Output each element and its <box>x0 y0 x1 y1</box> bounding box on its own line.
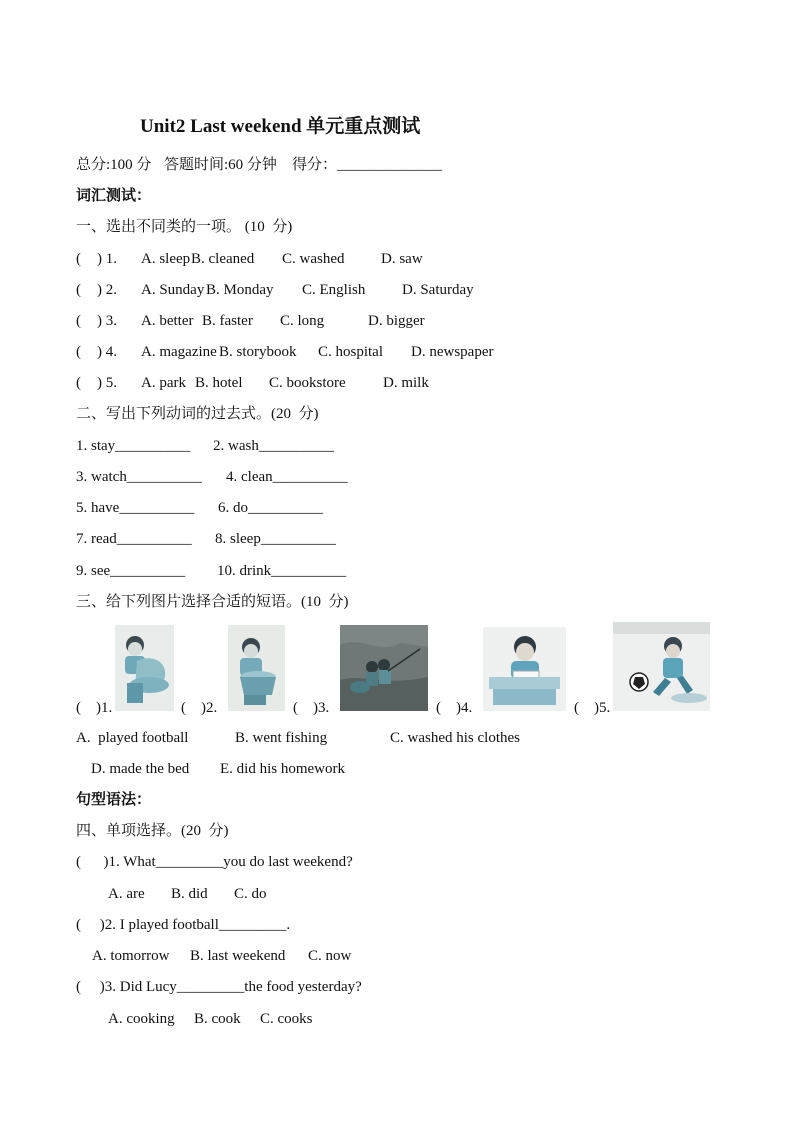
picture-label-1[interactable]: ( )1. <box>76 700 113 716</box>
phrase-option-c: C. washed his clothes <box>390 730 520 746</box>
question-stem[interactable]: ( )1. What_________you do last weekend? <box>76 854 353 870</box>
option-a: A. sleep <box>141 251 191 267</box>
page-title: Unit2 Last weekend 单元重点测试 <box>140 116 421 137</box>
choice-b: B. did <box>171 886 208 902</box>
choice-a: A. tomorrow <box>92 948 170 964</box>
option-a: A. Sunday <box>141 282 205 298</box>
answer-paren[interactable]: ( <box>76 375 81 391</box>
option-d: D. milk <box>383 375 429 391</box>
verb-blank[interactable]: 5. have__________ <box>76 500 195 516</box>
choice-a: A. are <box>108 886 145 902</box>
answer-paren[interactable]: ( <box>76 251 81 267</box>
picture-1-washing-clothes <box>115 625 174 711</box>
option-a: A. better <box>141 313 194 329</box>
option-d: D. bigger <box>368 313 425 329</box>
verb-blank[interactable]: 1. stay__________ <box>76 438 191 454</box>
phrase-option-e: E. did his homework <box>220 761 345 777</box>
verb-blank[interactable]: 8. sleep__________ <box>215 531 336 547</box>
answer-paren[interactable]: ( <box>76 313 81 329</box>
choice-b: B. cook <box>194 1011 241 1027</box>
phrase-option-d: D. made the bed <box>91 761 190 777</box>
total-score: 总分:100 分 <box>76 157 152 173</box>
option-a: A. park <box>141 375 186 391</box>
question-stem[interactable]: ( )2. I played football_________. <box>76 917 291 933</box>
option-b: B. storybook <box>219 344 297 360</box>
time-limit: 答题时间:60 分钟 <box>164 157 277 173</box>
item-number: ) 2. <box>97 282 117 298</box>
verb-blank[interactable]: 2. wash__________ <box>213 438 334 454</box>
option-c: C. hospital <box>318 344 384 360</box>
section-grammar-title: 句型语法： <box>76 792 152 808</box>
part2-heading: 二、写出下列动词的过去式。(20 分) <box>76 406 319 422</box>
picture-label-2[interactable]: ( )2. <box>181 700 218 716</box>
option-a: A. magazine <box>141 344 217 360</box>
choice-c: C. cooks <box>260 1011 313 1027</box>
option-c: C. washed <box>282 251 345 267</box>
choice-c: C. do <box>234 886 267 902</box>
verb-blank[interactable]: 9. see__________ <box>76 563 186 579</box>
option-d: D. saw <box>381 251 423 267</box>
option-b: B. hotel <box>195 375 243 391</box>
option-b: B. cleaned <box>191 251 255 267</box>
choice-b: B. last weekend <box>190 948 286 964</box>
item-number: ) 1. <box>97 251 117 267</box>
picture-label-4[interactable]: ( )4. <box>436 700 473 716</box>
option-d: D. Saturday <box>402 282 474 298</box>
option-b: B. Monday <box>206 282 274 298</box>
choice-c: C. now <box>308 948 352 964</box>
verb-blank[interactable]: 6. do__________ <box>218 500 323 516</box>
item-number: ) 4. <box>97 344 117 360</box>
picture-5-football <box>613 622 710 711</box>
phrase-option-a: A. played football <box>76 730 189 746</box>
part1-heading: 一、选出不同类的一项。 (10 分) <box>76 219 293 235</box>
option-c: C. English <box>302 282 366 298</box>
option-b: B. faster <box>202 313 253 329</box>
score-field[interactable]: 得分：______________ <box>292 157 443 173</box>
picture-label-5[interactable]: ( )5. <box>574 700 611 716</box>
verb-blank[interactable]: 3. watch__________ <box>76 469 202 485</box>
part4-heading: 四、单项选择。(20 分) <box>76 823 229 839</box>
section-vocab-title: 词汇测试： <box>76 188 152 204</box>
picture-4-homework <box>483 627 566 711</box>
option-c: C. long <box>280 313 325 329</box>
answer-paren[interactable]: ( <box>76 344 81 360</box>
picture-2-boy-with-basin <box>228 625 285 711</box>
picture-3-fishing <box>340 625 428 711</box>
verb-blank[interactable]: 10. drink__________ <box>217 563 347 579</box>
verb-blank[interactable]: 4. clean__________ <box>226 469 348 485</box>
phrase-option-b: B. went fishing <box>235 730 328 746</box>
part3-heading: 三、给下列图片选择合适的短语。(10 分) <box>76 594 349 610</box>
item-number: ) 3. <box>97 313 117 329</box>
verb-blank[interactable]: 7. read__________ <box>76 531 192 547</box>
question-stem[interactable]: ( )3. Did Lucy_________the food yesterday? <box>76 979 362 995</box>
answer-paren[interactable]: ( <box>76 282 81 298</box>
option-c: C. bookstore <box>269 375 346 391</box>
picture-label-3[interactable]: ( )3. <box>293 700 330 716</box>
choice-a: A. cooking <box>108 1011 175 1027</box>
item-number: ) 5. <box>97 375 117 391</box>
option-d: D. newspaper <box>411 344 494 360</box>
